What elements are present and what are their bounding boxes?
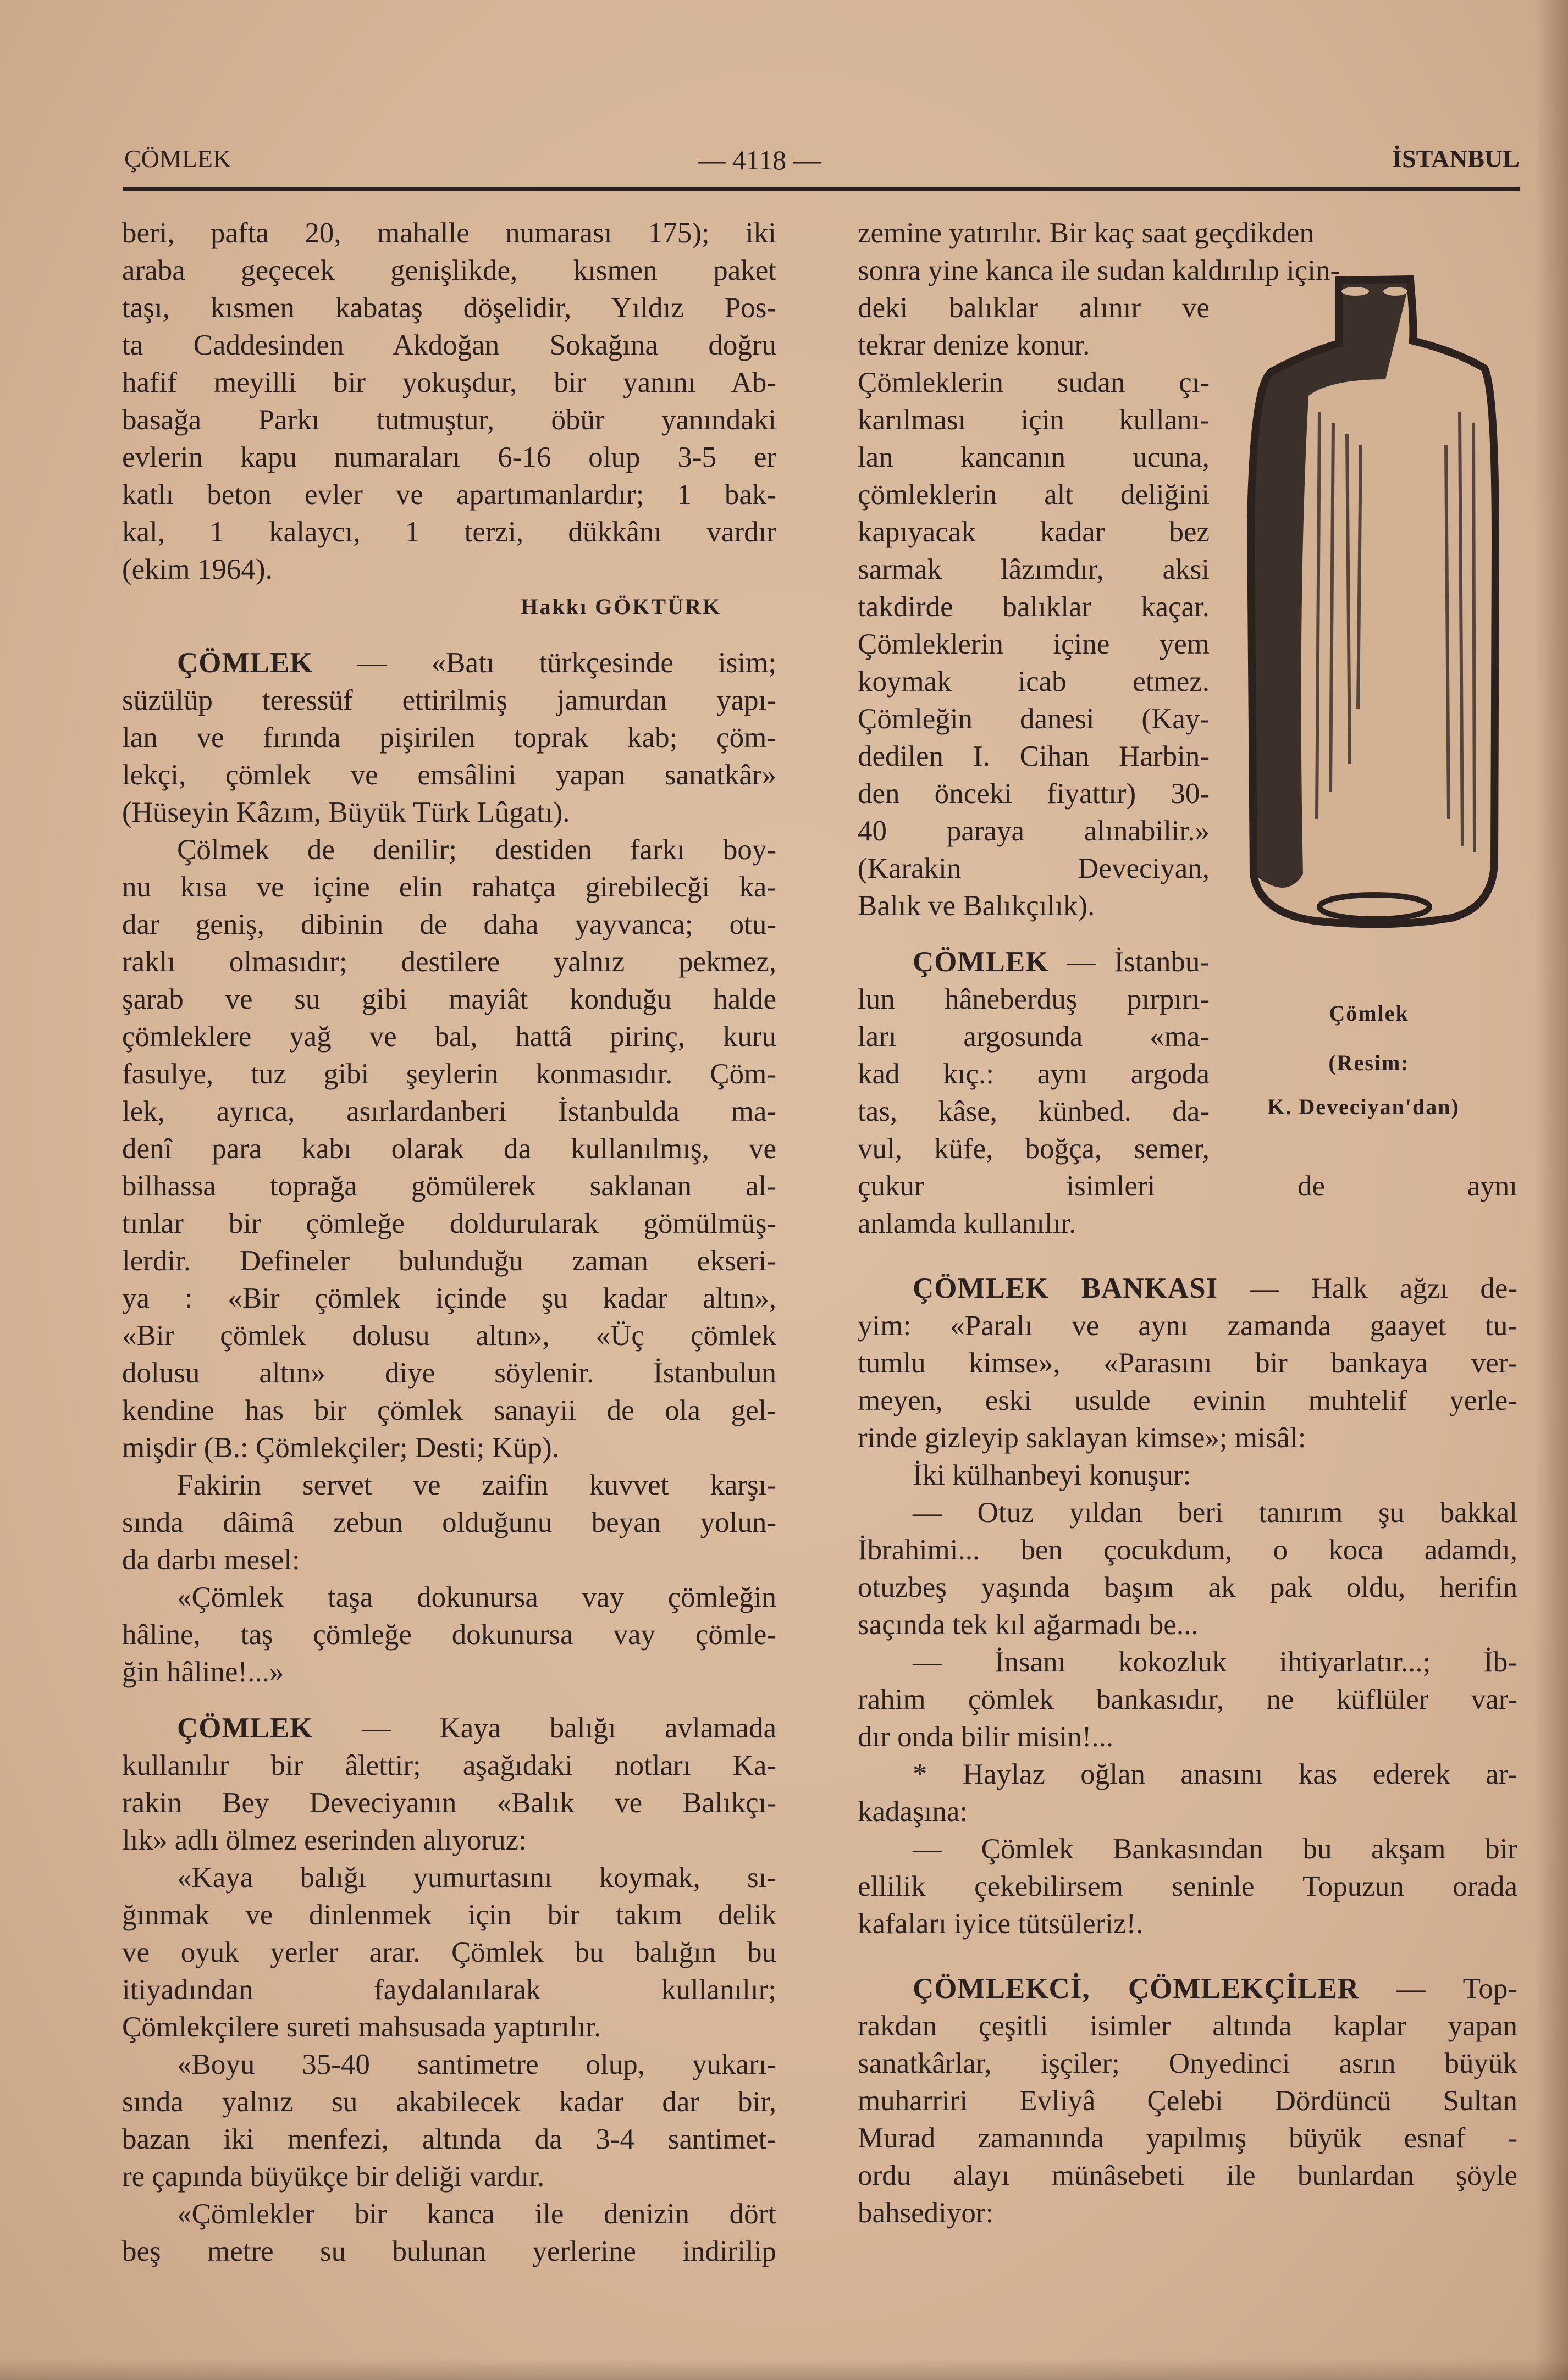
text-line: (Hüseyin Kâzım, Büyük Türk Lûgatı).: [122, 796, 570, 828]
text-line: Çölmek de denilir; destiden farkı boy-: [177, 834, 776, 866]
text-line: lan ve fırında pişirilen toprak kab; çöm-: [122, 722, 776, 754]
text-line: rakdan çeşitli isimler altında kaplar yapan: [858, 2010, 1517, 2042]
entry-text: — Top-: [1359, 1973, 1517, 2005]
text-line: saçında tek kıl ağarmadı be...: [858, 1609, 1199, 1641]
entry-term: ÇÖMLEK: [913, 946, 1049, 978]
text-line: çukur isimleri de aynı: [858, 1170, 1517, 1202]
text-line: Çömleklerin içine yem: [858, 628, 1210, 660]
author-signature: Hakkı GÖKTÜRK: [521, 594, 721, 619]
entry-text: — Halk ağzı de-: [1218, 1272, 1517, 1304]
entry-text: — «Batı türkçesinde isim;: [313, 647, 776, 679]
entry-term: ÇÖMLEK BANKASI: [913, 1272, 1218, 1304]
text-line: lek, ayrıca, asırlardanberi İstanbulda ma-: [122, 1095, 776, 1127]
entry-term: ÇÖMLEKCİ, ÇÖMLEKÇİLER: [913, 1973, 1360, 2005]
text-line: beri, pafta 20, mahalle numarası 175); iki: [122, 217, 776, 249]
text-line: Balık ve Balıkçılık).: [858, 890, 1095, 922]
entry-term: ÇÖMLEK: [177, 1712, 313, 1744]
text-line: [122, 1709, 776, 1747]
paragraph: [122, 2195, 776, 2270]
left-column: [122, 214, 776, 2270]
page-edge-shadow: [1535, 0, 1568, 2380]
text-line: rahim çömlek bankasıdır, ne küflüler var-: [858, 1684, 1517, 1715]
text-line: kal, 1 kalaycı, 1 terzi, dükkânı vardır: [122, 516, 776, 548]
text-line: çömleklere yağ ve bal, hattâ pirinç, kuru: [122, 1021, 776, 1053]
text-line: ğınmak ve dinlenmek için bir takım delik: [122, 1899, 776, 1931]
header-rule: [123, 187, 1520, 191]
text-line: bahsediyor:: [858, 2197, 994, 2229]
text-line: Çömleğin danesi (Kay-: [858, 703, 1210, 735]
figure-caption-title: Çömlek: [1329, 1001, 1409, 1026]
text-line: taşı, kısmen kabataş döşelidir, Yıldız Pos-: [122, 292, 776, 324]
text-line: katlı beton evler ve apartımanlardır; 1 bak-: [122, 479, 776, 511]
text-line: anlamda kullanılır.: [858, 1208, 1076, 1239]
text-line: «Çömlekler bir kanca ile denizin dört: [177, 2198, 776, 2230]
text-line: — Çömlek Bankasından bu akşam bir: [913, 1833, 1517, 1865]
text-line: lık» adlı ölmez eserinden alıyoruz:: [122, 1824, 527, 1856]
text-line: denî para kabı olarak da kullanılmış, ve: [122, 1133, 776, 1165]
paragraph: [858, 1494, 1517, 1643]
text-line: vul, küfe, boğça, semer,: [858, 1133, 1210, 1165]
text-line: evlerin kapu numaraları 6-16 olup 3-5 er: [122, 441, 776, 473]
paragraph: [122, 1579, 776, 1691]
text-line: hâline, taş çömleğe dokunursa vay çömle-: [122, 1619, 776, 1651]
text-line: basağa Parkı tutmuştur, öbür yanındaki: [122, 404, 776, 436]
text-line: Çömleklerin sudan çı-: [858, 367, 1210, 398]
paragraph: [858, 1830, 1517, 1942]
text-line: Murad zamanında yapılmış büyük esnaf -: [858, 2122, 1517, 2154]
text-line: (ekim 1964).: [122, 554, 273, 585]
pot-illustration: [1221, 214, 1517, 1132]
dictionary-entry: [858, 1270, 1517, 1457]
text-line: ellilik çekebilirsem seninle Topuzun orada: [858, 1870, 1517, 1902]
paragraph: [122, 214, 776, 588]
paragraph: [858, 1457, 1517, 1494]
text-line: 40 paraya alınabilir.»: [858, 815, 1210, 847]
text-line: dır onda bilir misin!...: [858, 1721, 1114, 1753]
text-line: ğin hâline!...»: [122, 1656, 284, 1688]
entry-term: ÇÖMLEK: [177, 647, 313, 679]
text-line: kullanılır bir âlettir; aşağıdaki notları Ka-: [122, 1750, 776, 1781]
text-line: lun hâneberduş pırpırı-: [858, 983, 1210, 1015]
text-line: deki balıklar alınır ve: [858, 292, 1210, 324]
text-line: rakin Bey Deveciyanın «Balık ve Balıkçı-: [122, 1787, 776, 1819]
text-line: ta Caddesinden Akdoğan Sokağına doğru: [122, 329, 776, 361]
text-line: kafaları iyice tütsüleriz!.: [858, 1908, 1144, 1940]
text-line: meyen, eski usulde evinin muhtelif yerle-: [858, 1385, 1517, 1416]
text-line: «Boyu 35-40 santimetre olup, yukarı-: [177, 2049, 776, 2080]
text-line: Çömlekçilere sureti mahsusada yaptırılır.: [122, 2011, 601, 2043]
text-line: koymak icab etmez.: [858, 666, 1210, 698]
text-line: tınlar bir çömleğe doldurularak gömülmüş-: [122, 1208, 776, 1239]
text-line: lerdir. Defineler bulunduğu zaman ekseri-: [122, 1245, 776, 1277]
text-line: takdirde balıklar kaçar.: [858, 591, 1210, 623]
text-line: ya : «Bir çömlek içinde şu kadar altın»,: [122, 1282, 776, 1314]
text-line: hafif meyilli bir yokuşdur, bir yanını Ab-: [122, 367, 776, 398]
text-line: * Haylaz oğlan anasını kas ederek ar-: [913, 1758, 1517, 1790]
paragraph: [122, 2046, 776, 2195]
text-line: sanatkârlar, işçiler; Onyedinci asrın büyük: [858, 2047, 1517, 2079]
text-line: kendine has bir çömlek sanayii de ola gel-: [122, 1394, 776, 1426]
text-line: — Otuz yıldan beri tanırım şu bakkal: [913, 1497, 1517, 1529]
text-line: yim: «Paralı ve aynı zamanda gaayet tu-: [858, 1310, 1517, 1342]
text-line: «Kaya balığı yumurtasını koymak, sı-: [177, 1862, 776, 1894]
text-line: [858, 1270, 1517, 1307]
text-line: sarmak lâzımdır, aksi: [858, 554, 1210, 585]
paragraph: [858, 1756, 1517, 1830]
text-line: fasulye, tuz gibi şeylerin konmasıdır. Çöm-: [122, 1058, 776, 1090]
text-line: İki külhanbeyi konuşur:: [913, 1459, 1191, 1491]
text-line: sonra yine kanca ile sudan kaldırılıp için-: [858, 254, 1340, 286]
text-line: muharriri Evliyâ Çelebi Dördüncü Sultan: [858, 2085, 1517, 2117]
paragraph: [858, 1643, 1517, 1756]
paragraph: [122, 1466, 776, 1579]
paragraph: [122, 831, 776, 1466]
text-line: dedilen I. Cihan Harbin-: [858, 740, 1210, 772]
text-line: lekçi, çömlek ve emsâlini yapan sanatkâr»: [122, 759, 776, 791]
text-line: tekrar denize konur.: [858, 329, 1090, 361]
entry-text: — İstanbu-: [1048, 946, 1210, 978]
dictionary-entry: [858, 1970, 1517, 2232]
text-line: lan kancanın ucuna,: [858, 441, 1210, 473]
running-head-left: ÇÖMLEK: [124, 145, 231, 173]
dictionary-entry: [122, 644, 776, 831]
clay-pot-icon: [1221, 214, 1517, 984]
entry-text: — Kaya balığı avlamada: [313, 1712, 776, 1744]
text-line: den önceki fiyattır) 30-: [858, 778, 1210, 810]
text-line: karılması için kullanı-: [858, 404, 1210, 436]
text-line: şarab ve su gibi mayiât konduğu halde: [122, 983, 776, 1015]
text-line: rinde gizleyip saklayan kimse»; misâl:: [858, 1422, 1306, 1454]
text-line: sında yalnız su akabilecek kadar dar bir,: [122, 2086, 776, 2118]
text-line: da darbı mesel:: [122, 1544, 300, 1576]
text-line: bilhassa toprağa gömülerek saklanan al-: [122, 1170, 776, 1202]
text-line: tumlu kimse», «Parasını bir bankaya ver-: [858, 1347, 1517, 1379]
text-line: kadaşına:: [858, 1796, 968, 1828]
text-line: ve oyuk yerler arar. Çömlek bu balığın bu: [122, 1936, 776, 1968]
right-column: [858, 214, 1517, 2232]
page-number: — 4118 —: [698, 145, 821, 175]
text-line: dolusu altın» diye söylenir. İstanbulun: [122, 1357, 776, 1389]
text-line: ordu alayı münâsebeti ile bunlardan şöyle: [858, 2160, 1517, 2191]
text-line: süzülüp teressüf ettirilmiş jamurdan yapı-: [122, 684, 776, 716]
text-line: re çapında büyükçe bir deliği vardır.: [122, 2161, 545, 2193]
text-line: sında dâimâ zebun olduğunu beyan yolun-: [122, 1507, 776, 1538]
figure-caption-credit-label: (Resim:: [1328, 1050, 1410, 1075]
text-line: Fakirin servet ve zaifin kuvvet karşı-: [177, 1469, 776, 1501]
text-line: «Çömlek taşa dokunursa vay çömleğin: [177, 1581, 776, 1613]
text-line: otuzbeş yaşında başım ak pak oldu, herifin: [858, 1571, 1517, 1603]
text-line: kapıyacak kadar bez: [858, 516, 1210, 548]
text-line: mişdir (B.: Çömlekçiler; Desti; Küp).: [122, 1432, 559, 1464]
text-line: araba geçecek genişlikde, kısmen paket: [122, 254, 776, 286]
dictionary-entry: [122, 1709, 776, 1859]
text-line: «Bir çömlek dolusu altın», «Üç çömlek: [122, 1320, 776, 1352]
figure-caption-credit: K. Deveciyan'dan): [1267, 1094, 1460, 1119]
text-line: raklı olmasıdır; destilere yalnız pekmez,: [122, 946, 776, 978]
text-line: dar geniş, dibinin de daha yayvanca; otu-: [122, 909, 776, 940]
text-line: kad kıç.: aynı argoda: [858, 1058, 1210, 1090]
text-line: [122, 644, 776, 682]
text-line: çömleklerin alt deliğini: [858, 479, 1210, 511]
text-line: nu kısa ve içine elin rahatça girebilecği ka-: [122, 871, 776, 903]
text-line: bazan iki menfezi, altında da 3-4 santimet-: [122, 2123, 776, 2155]
text-line: itiyadından faydalanılarak kullanılır;: [122, 1974, 776, 2006]
paragraph: [122, 1859, 776, 2046]
text-line: (Karakin Deveciyan,: [858, 853, 1210, 884]
page-bottom-shadow: [0, 2358, 1568, 2380]
text-line: ları argosunda «ma-: [858, 1021, 1210, 1053]
running-head-right: İSTANBUL: [1392, 145, 1520, 173]
text-line: — İnsanı kokozluk ihtiyarlatır...; İb-: [913, 1646, 1517, 1678]
text-line: zemine yatırılır. Bir kaç saat geçdikden: [858, 217, 1315, 249]
text-line: [858, 1970, 1517, 2007]
text-line: tas, kâse, künbed. da-: [858, 1095, 1210, 1127]
text-line: beş metre su bulunan yerlerine indirilip: [122, 2235, 776, 2267]
text-line: İbrahimi... ben çocukdum, o koca adamdı,: [858, 1534, 1517, 1566]
